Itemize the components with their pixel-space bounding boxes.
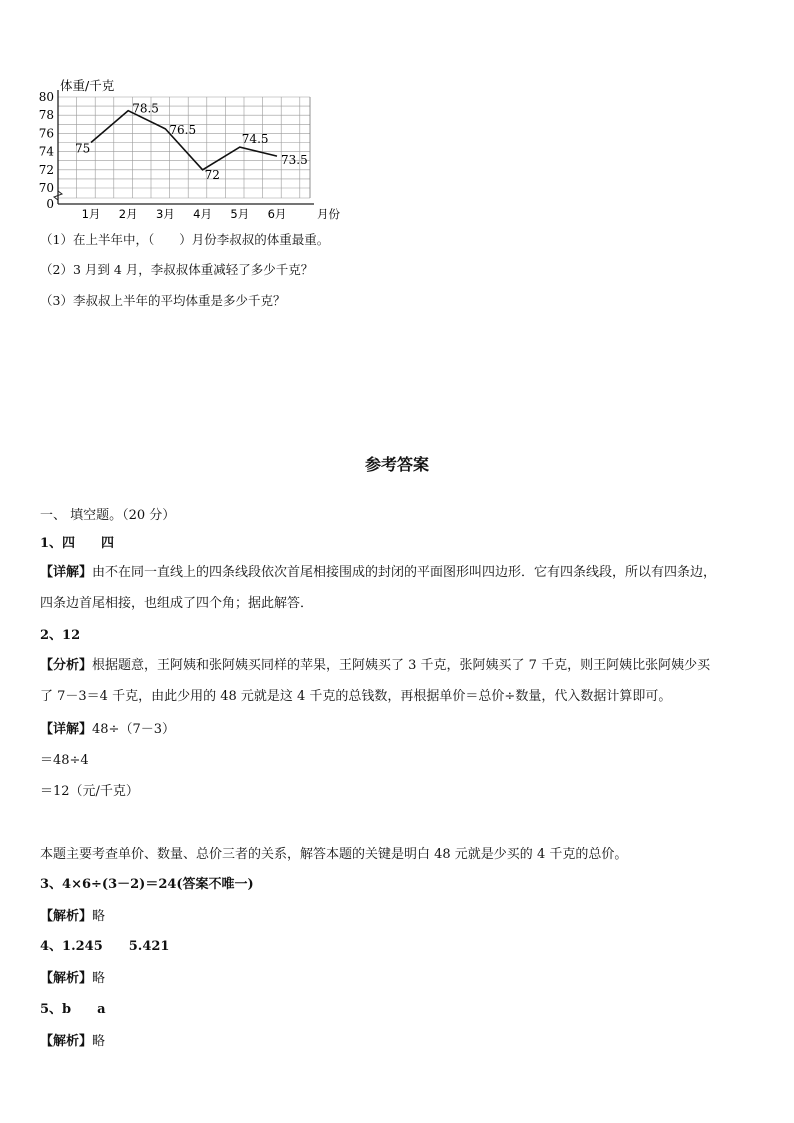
section-heading: 一、 填空题。（20 分） [40,508,176,523]
x-tick-label: 3月 [155,207,175,221]
analysis-text: 略 [92,909,106,924]
detail-expr: 48÷（7－3） [92,722,175,737]
answer-5: 5、b a [40,1002,106,1017]
y-tick-label: 78 [38,108,54,123]
data-label: 74.5 [241,132,269,147]
answer-2: 2、12 [40,628,81,643]
question-3: （3）李叔叔上半年的平均体重是多少千克？ [40,293,286,308]
data-label: 73.5 [281,153,308,168]
answer-title: 参考答案 [364,455,429,474]
answer-1-detail [40,557,762,619]
answer-1: 1、四 四 [40,536,115,551]
weight-line-chart [34,74,344,224]
answer-4: 4、1.245 5.421 [40,939,170,954]
analysis-tag: 【分析】 [40,658,93,673]
x-tick-label: 1月 [81,207,101,221]
answer-3-analysis [40,905,105,924]
answer-5-analysis [40,1030,105,1049]
data-label: 75 [75,141,91,156]
analysis-text: 略 [92,971,106,986]
y-tick-label: 74 [38,144,54,159]
detail-tag: 【详解】 [40,565,93,580]
data-label: 72 [204,167,220,182]
y-tick-label: 80 [38,90,54,104]
answer-4-analysis [40,967,105,986]
answer-2-step2: ＝48÷4 [40,753,89,768]
answer-3: 3、4×6÷(3－2)＝24(答案不唯一) [40,877,254,892]
answer-2-analysis [40,650,762,712]
x-axis-label: 月份 [317,207,340,221]
detail-text-cont: 四条边首尾相接，也组成了四个角；据此解答． [40,596,314,611]
answer-2-note: 本题主要考查单价、数量、总价三者的关系，解答本题的关键是明白 48 元就是少买的 4 千克的总价。 [40,847,628,862]
x-tick-label: 6月 [267,207,287,221]
chart-svg [34,74,344,224]
question-2: （2）3 月到 4 月，李叔叔体重减轻了多少千克？ [40,262,314,277]
data-label: 78.5 [132,101,159,116]
analysis-tag: 【解析】 [40,909,93,924]
y-tick-label: 0 [46,197,54,211]
x-tick-label: 2月 [118,207,138,221]
y-tick-label: 72 [38,162,54,177]
analysis-tag: 【解析】 [40,1034,93,1049]
x-tick-label: 4月 [193,207,213,221]
analysis-tag: 【解析】 [40,971,93,986]
analysis-text: 略 [92,1034,106,1049]
detail-tag: 【详解】 [40,722,93,737]
y-axis-label: 体重/千克 [60,78,115,93]
analysis-text-cont: 了 7－3＝4 千克，由此少用的 48 元就是这 4 千克的总钱数，再根据单价＝总价÷数量，代入数据计算即可。 [40,689,672,704]
question-1: （1）在上半年中，（ ）月份李叔叔的体重最重。 [40,232,330,247]
data-label: 76.5 [169,122,197,137]
answer-2-detail [40,718,175,737]
y-tick-label: 70 [38,181,54,195]
x-tick-label: 5月 [230,207,250,221]
analysis-text: 根据题意，王阿姨和张阿姨买同样的苹果，王阿姨买了 3 千克，张阿姨买了 7 千克，则王阿姨比张阿姨少买 [92,658,711,673]
answer-2-step3: ＝12（元/千克） [40,784,139,799]
detail-text: 由不在同一直线上的四条线段依次首尾相接围成的封闭的平面图形叫四边形．它有四条线段，所以有四条边， [92,565,717,580]
y-tick-label: 76 [38,126,54,141]
